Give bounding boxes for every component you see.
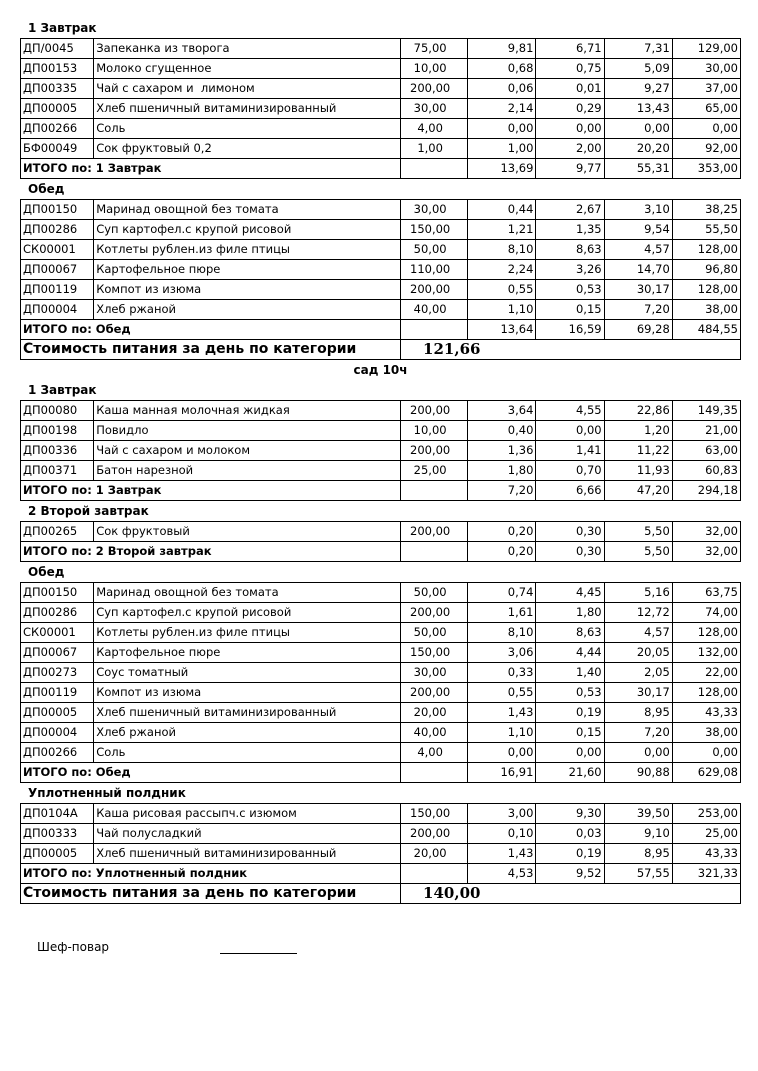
fat-value: 0,03: [536, 824, 604, 844]
kcal-value: 38,25: [672, 200, 740, 220]
total-label: ИТОГО по: 1 Завтрак: [21, 159, 401, 179]
total-row: [21, 481, 741, 501]
protein-value: 1,10: [468, 723, 536, 743]
dish-code: ДП00371: [21, 461, 94, 481]
kcal-value: 132,00: [672, 643, 740, 663]
dish-code: ДП00067: [21, 643, 94, 663]
total-row: [21, 763, 741, 783]
total-fat: 21,60: [536, 763, 604, 783]
carbs-value: 9,10: [604, 824, 672, 844]
dish-name: Суп картофел.с крупой рисовой: [94, 220, 401, 240]
kcal-value: 30,00: [672, 59, 740, 79]
total-kcal: 32,00: [672, 542, 740, 562]
dish-code: ДП00150: [21, 583, 94, 603]
total-label: ИТОГО по: 2 Второй завтрак: [21, 542, 401, 562]
signature-label: Шеф-повар: [37, 940, 110, 954]
kcal-value: 55,50: [672, 220, 740, 240]
daily-cost-row: [21, 340, 741, 360]
table-row: [21, 804, 741, 824]
dish-quantity: 200,00: [401, 401, 468, 421]
carbs-value: 39,50: [604, 804, 672, 824]
total-carbs: 5,50: [604, 542, 672, 562]
table-row: [21, 743, 741, 763]
fat-value: 0,30: [536, 522, 604, 542]
table-row: [21, 300, 741, 320]
total-kcal: 321,33: [672, 864, 740, 884]
table-row: [21, 723, 741, 743]
table-row: [21, 200, 741, 220]
protein-value: 3,06: [468, 643, 536, 663]
kcal-value: 43,33: [672, 703, 740, 723]
dish-name: Маринад овощной без томата: [94, 200, 401, 220]
table-row: [21, 401, 741, 421]
dish-quantity: 30,00: [401, 99, 468, 119]
dish-code: ДП00005: [21, 844, 94, 864]
fat-value: 0,00: [536, 119, 604, 139]
fat-value: 0,53: [536, 280, 604, 300]
dish-name: Хлеб ржаной: [94, 300, 401, 320]
dish-name: Соль: [94, 743, 401, 763]
dish-name: Хлеб пшеничный витаминизированный: [94, 99, 401, 119]
fat-value: 8,63: [536, 623, 604, 643]
section-title: 1 Завтрак: [28, 21, 97, 35]
dish-quantity: 50,00: [401, 240, 468, 260]
total-fat: 9,77: [536, 159, 604, 179]
carbs-value: 30,17: [604, 280, 672, 300]
total-carbs: 47,20: [604, 481, 672, 501]
dish-quantity: 150,00: [401, 643, 468, 663]
meal-table: [20, 199, 741, 360]
dish-name: Компот из изюма: [94, 280, 401, 300]
carbs-value: 20,20: [604, 139, 672, 159]
daily-cost-label: Стоимость питания за день по категории: [21, 884, 401, 904]
protein-value: 0,00: [468, 743, 536, 763]
protein-value: 9,81: [468, 39, 536, 59]
meal-table: [20, 803, 741, 904]
fat-value: 8,63: [536, 240, 604, 260]
protein-value: 1,43: [468, 703, 536, 723]
carbs-value: 7,20: [604, 723, 672, 743]
section-title: Уплотненный полдник: [28, 786, 186, 800]
dish-name: Молоко сгущенное: [94, 59, 401, 79]
kcal-value: 65,00: [672, 99, 740, 119]
dish-quantity: 200,00: [401, 683, 468, 703]
kcal-value: 128,00: [672, 240, 740, 260]
carbs-value: 11,93: [604, 461, 672, 481]
table-row: [21, 522, 741, 542]
dish-quantity: 150,00: [401, 804, 468, 824]
dish-name: Каша рисовая рассыпч.с изюмом: [94, 804, 401, 824]
carbs-value: 9,54: [604, 220, 672, 240]
fat-value: 4,44: [536, 643, 604, 663]
dish-name: Сок фруктовый: [94, 522, 401, 542]
carbs-value: 4,57: [604, 623, 672, 643]
dish-name: Соль: [94, 119, 401, 139]
carbs-value: 13,43: [604, 99, 672, 119]
kcal-value: 128,00: [672, 683, 740, 703]
total-carbs: 55,31: [604, 159, 672, 179]
carbs-value: 20,05: [604, 643, 672, 663]
dish-code: ДП00286: [21, 603, 94, 623]
total-kcal: 629,08: [672, 763, 740, 783]
dish-code: ДП00286: [21, 220, 94, 240]
total-carbs: 69,28: [604, 320, 672, 340]
table-row: [21, 119, 741, 139]
dish-quantity: 40,00: [401, 300, 468, 320]
dish-code: ДП00266: [21, 119, 94, 139]
section-title: 1 Завтрак: [28, 383, 97, 397]
carbs-value: 7,20: [604, 300, 672, 320]
dish-quantity: 50,00: [401, 623, 468, 643]
dish-name: Маринад овощной без томата: [94, 583, 401, 603]
carbs-value: 0,00: [604, 119, 672, 139]
table-row: [21, 643, 741, 663]
dish-quantity: 4,00: [401, 119, 468, 139]
kcal-value: 253,00: [672, 804, 740, 824]
protein-value: 1,61: [468, 603, 536, 623]
protein-value: 0,00: [468, 119, 536, 139]
kcal-value: 129,00: [672, 39, 740, 59]
total-quantity: [401, 159, 468, 179]
carbs-value: 3,10: [604, 200, 672, 220]
fat-value: 0,75: [536, 59, 604, 79]
protein-value: 2,14: [468, 99, 536, 119]
dish-name: Каша манная молочная жидкая: [94, 401, 401, 421]
dish-name: Чай полусладкий: [94, 824, 401, 844]
dish-quantity: 200,00: [401, 824, 468, 844]
carbs-value: 1,20: [604, 421, 672, 441]
protein-value: 0,40: [468, 421, 536, 441]
total-fat: 0,30: [536, 542, 604, 562]
total-label: ИТОГО по: Уплотненный полдник: [21, 864, 401, 884]
fat-value: 0,19: [536, 844, 604, 864]
meal-table: [20, 582, 741, 783]
kcal-value: 149,35: [672, 401, 740, 421]
dish-name: Чай с сахаром и молоком: [94, 441, 401, 461]
total-kcal: 484,55: [672, 320, 740, 340]
dish-name: Суп картофел.с крупой рисовой: [94, 603, 401, 623]
dish-quantity: 200,00: [401, 441, 468, 461]
protein-value: 3,00: [468, 804, 536, 824]
kcal-value: 63,75: [672, 583, 740, 603]
total-label: ИТОГО по: Обед: [21, 320, 401, 340]
dish-code: ДП00266: [21, 743, 94, 763]
table-row: [21, 240, 741, 260]
protein-value: 1,10: [468, 300, 536, 320]
carbs-value: 5,16: [604, 583, 672, 603]
carbs-value: 30,17: [604, 683, 672, 703]
total-row: [21, 320, 741, 340]
protein-value: 1,21: [468, 220, 536, 240]
carbs-value: 0,00: [604, 743, 672, 763]
dish-quantity: 25,00: [401, 461, 468, 481]
fat-value: 0,01: [536, 79, 604, 99]
protein-value: 0,74: [468, 583, 536, 603]
fat-value: 0,19: [536, 703, 604, 723]
dish-code: ДП00153: [21, 59, 94, 79]
kcal-value: 21,00: [672, 421, 740, 441]
fat-value: 0,15: [536, 723, 604, 743]
dish-code: ДП0104А: [21, 804, 94, 824]
total-protein: 4,53: [468, 864, 536, 884]
fat-value: 1,35: [536, 220, 604, 240]
kcal-value: 128,00: [672, 280, 740, 300]
carbs-value: 8,95: [604, 703, 672, 723]
total-quantity: [401, 481, 468, 501]
total-protein: 13,69: [468, 159, 536, 179]
dish-code: ДП00004: [21, 723, 94, 743]
dish-quantity: 50,00: [401, 583, 468, 603]
total-carbs: 57,55: [604, 864, 672, 884]
daily-cost-row: [21, 884, 741, 904]
table-row: [21, 421, 741, 441]
table-row: [21, 79, 741, 99]
dish-quantity: 200,00: [401, 280, 468, 300]
kcal-value: 37,00: [672, 79, 740, 99]
total-fat: 16,59: [536, 320, 604, 340]
dish-code: ДП00265: [21, 522, 94, 542]
kcal-value: 22,00: [672, 663, 740, 683]
dish-quantity: 40,00: [401, 723, 468, 743]
dish-name: Хлеб ржаной: [94, 723, 401, 743]
dish-quantity: 110,00: [401, 260, 468, 280]
carbs-value: 14,70: [604, 260, 672, 280]
dish-quantity: 200,00: [401, 522, 468, 542]
table-row: [21, 703, 741, 723]
protein-value: 1,43: [468, 844, 536, 864]
dish-code: БФ00049: [21, 139, 94, 159]
total-quantity: [401, 320, 468, 340]
dish-quantity: 10,00: [401, 59, 468, 79]
total-kcal: 353,00: [672, 159, 740, 179]
fat-value: 2,67: [536, 200, 604, 220]
fat-value: 6,71: [536, 39, 604, 59]
table-row: [21, 461, 741, 481]
total-fat: 6,66: [536, 481, 604, 501]
protein-value: 0,10: [468, 824, 536, 844]
fat-value: 0,29: [536, 99, 604, 119]
table-row: [21, 844, 741, 864]
kcal-value: 0,00: [672, 743, 740, 763]
total-protein: 16,91: [468, 763, 536, 783]
total-row: [21, 159, 741, 179]
kcal-value: 74,00: [672, 603, 740, 623]
dish-code: ДП00335: [21, 79, 94, 99]
dish-code: ДП00198: [21, 421, 94, 441]
daily-cost-label: Стоимость питания за день по категории: [21, 340, 401, 360]
section-title: Обед: [28, 182, 65, 196]
dish-quantity: 4,00: [401, 743, 468, 763]
dish-code: ДП/0045: [21, 39, 94, 59]
protein-value: 3,64: [468, 401, 536, 421]
dish-quantity: 200,00: [401, 603, 468, 623]
carbs-value: 22,86: [604, 401, 672, 421]
kcal-value: 0,00: [672, 119, 740, 139]
dish-name: Соус томатный: [94, 663, 401, 683]
table-row: [21, 583, 741, 603]
dish-name: Компот из изюма: [94, 683, 401, 703]
total-kcal: 294,18: [672, 481, 740, 501]
section-title: Обед: [28, 565, 65, 579]
total-row: [21, 542, 741, 562]
fat-value: 0,70: [536, 461, 604, 481]
total-quantity: [401, 763, 468, 783]
protein-value: 8,10: [468, 240, 536, 260]
dish-name: Повидло: [94, 421, 401, 441]
daily-cost-value: 121,66: [401, 340, 741, 360]
meal-table: [20, 521, 741, 562]
carbs-value: 11,22: [604, 441, 672, 461]
table-row: [21, 260, 741, 280]
dish-quantity: 30,00: [401, 200, 468, 220]
carbs-value: 5,09: [604, 59, 672, 79]
dish-name: Батон нарезной: [94, 461, 401, 481]
total-row: [21, 864, 741, 884]
kcal-value: 92,00: [672, 139, 740, 159]
protein-value: 0,06: [468, 79, 536, 99]
kcal-value: 38,00: [672, 723, 740, 743]
kcal-value: 128,00: [672, 623, 740, 643]
dish-name: Картофельное пюре: [94, 260, 401, 280]
carbs-value: 5,50: [604, 522, 672, 542]
fat-value: 4,45: [536, 583, 604, 603]
table-row: [21, 623, 741, 643]
protein-value: 0,55: [468, 280, 536, 300]
total-quantity: [401, 864, 468, 884]
dish-quantity: 1,00: [401, 139, 468, 159]
dish-quantity: 20,00: [401, 703, 468, 723]
table-row: [21, 99, 741, 119]
dish-code: ДП00005: [21, 99, 94, 119]
kcal-value: 25,00: [672, 824, 740, 844]
table-row: [21, 39, 741, 59]
fat-value: 2,00: [536, 139, 604, 159]
fat-value: 1,40: [536, 663, 604, 683]
dish-code: ДП00119: [21, 683, 94, 703]
meal-table: [20, 400, 741, 501]
dish-code: ДП00005: [21, 703, 94, 723]
carbs-value: 2,05: [604, 663, 672, 683]
dish-quantity: 30,00: [401, 663, 468, 683]
protein-value: 2,24: [468, 260, 536, 280]
fat-value: 1,80: [536, 603, 604, 623]
signature-line: [220, 953, 297, 954]
protein-value: 0,33: [468, 663, 536, 683]
kcal-value: 38,00: [672, 300, 740, 320]
kcal-value: 63,00: [672, 441, 740, 461]
kcal-value: 60,83: [672, 461, 740, 481]
kcal-value: 96,80: [672, 260, 740, 280]
table-row: [21, 59, 741, 79]
fat-value: 0,00: [536, 421, 604, 441]
dish-code: ДП00004: [21, 300, 94, 320]
total-protein: 0,20: [468, 542, 536, 562]
fat-value: 0,53: [536, 683, 604, 703]
dish-code: ДП00119: [21, 280, 94, 300]
total-label: ИТОГО по: Обед: [21, 763, 401, 783]
total-quantity: [401, 542, 468, 562]
dish-name: Котлеты рублен.из филе птицы: [94, 623, 401, 643]
dish-name: Котлеты рублен.из филе птицы: [94, 240, 401, 260]
menu-document: [20, 18, 741, 904]
total-protein: 7,20: [468, 481, 536, 501]
table-row: [21, 220, 741, 240]
dish-quantity: 200,00: [401, 79, 468, 99]
dish-quantity: 150,00: [401, 220, 468, 240]
dish-code: ДП00273: [21, 663, 94, 683]
total-carbs: 90,88: [604, 763, 672, 783]
dish-code: СК00001: [21, 623, 94, 643]
dish-name: Картофельное пюре: [94, 643, 401, 663]
dish-code: ДП00150: [21, 200, 94, 220]
fat-value: 1,41: [536, 441, 604, 461]
protein-value: 0,68: [468, 59, 536, 79]
fat-value: 3,26: [536, 260, 604, 280]
carbs-value: 9,27: [604, 79, 672, 99]
fat-value: 4,55: [536, 401, 604, 421]
dish-code: ДП00080: [21, 401, 94, 421]
table-row: [21, 683, 741, 703]
table-row: [21, 139, 741, 159]
table-row: [21, 603, 741, 623]
protein-value: 1,80: [468, 461, 536, 481]
protein-value: 0,44: [468, 200, 536, 220]
protein-value: 0,55: [468, 683, 536, 703]
total-protein: 13,64: [468, 320, 536, 340]
protein-value: 0,20: [468, 522, 536, 542]
dish-code: ДП00067: [21, 260, 94, 280]
total-fat: 9,52: [536, 864, 604, 884]
dish-name: Запеканка из творога: [94, 39, 401, 59]
kcal-value: 43,33: [672, 844, 740, 864]
meal-table: [20, 38, 741, 179]
fat-value: 0,15: [536, 300, 604, 320]
dish-code: ДП00333: [21, 824, 94, 844]
dish-quantity: 10,00: [401, 421, 468, 441]
carbs-value: 8,95: [604, 844, 672, 864]
dish-code: СК00001: [21, 240, 94, 260]
dish-name: Сок фруктовый 0,2: [94, 139, 401, 159]
daily-cost-value: 140,00: [401, 884, 741, 904]
dish-name: Чай с сахаром и лимоном: [94, 79, 401, 99]
dish-name: Хлеб пшеничный витаминизированный: [94, 844, 401, 864]
carbs-value: 7,31: [604, 39, 672, 59]
dish-name: Хлеб пшеничный витаминизированный: [94, 703, 401, 723]
dish-code: ДП00336: [21, 441, 94, 461]
dish-quantity: 75,00: [401, 39, 468, 59]
fat-value: 0,00: [536, 743, 604, 763]
carbs-value: 4,57: [604, 240, 672, 260]
table-row: [21, 280, 741, 300]
protein-value: 1,36: [468, 441, 536, 461]
table-row: [21, 441, 741, 461]
protein-value: 1,00: [468, 139, 536, 159]
kcal-value: 32,00: [672, 522, 740, 542]
fat-value: 9,30: [536, 804, 604, 824]
section-title: 2 Второй завтрак: [28, 504, 149, 518]
protein-value: 8,10: [468, 623, 536, 643]
total-label: ИТОГО по: 1 Завтрак: [21, 481, 401, 501]
dish-quantity: 20,00: [401, 844, 468, 864]
table-row: [21, 824, 741, 844]
table-row: [21, 663, 741, 683]
part-heading: сад 10ч: [353, 363, 408, 377]
carbs-value: 12,72: [604, 603, 672, 623]
